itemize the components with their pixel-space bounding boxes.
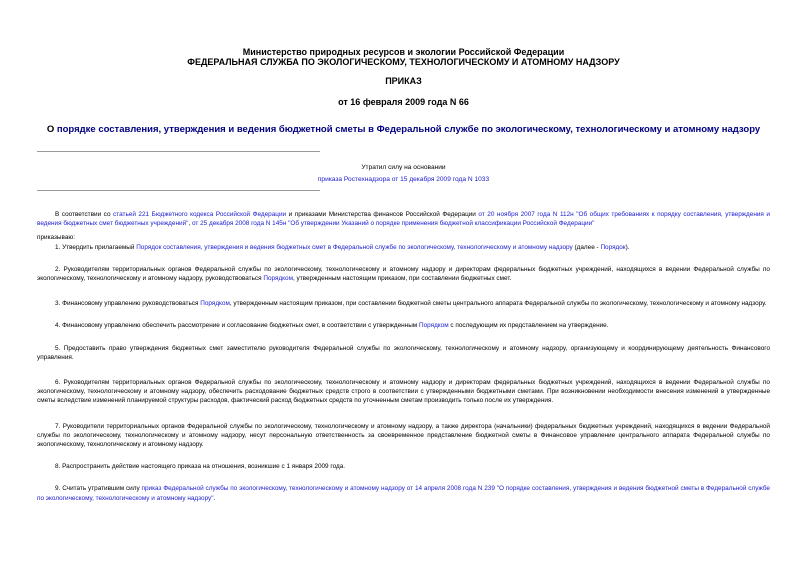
preamble-text-b: и приказами Министерства финансов Российской Федерации <box>286 211 479 218</box>
item-9-annulled-order-link[interactable]: приказ Федеральной службы по экологическому, технологическому и атомному надзору от 14 апреля 2008 года N 239 "О порядке составления, утверждения и ведения бюджетной сметы в Федеральной службе по экологическому, технологическому и атомному надзору" <box>37 485 770 502</box>
item-4 <box>37 321 770 330</box>
ministry-name: Министерство природных ресурсов и экологии Российской Федерации <box>242 47 565 57</box>
annulment-link[interactable]: приказа Ростехнадзора от 15 декабря 2009 года N 1033 <box>317 176 490 183</box>
item-3-procedure-link[interactable]: Порядком <box>200 300 230 308</box>
title-link[interactable]: порядке составления, утверждения и ведения бюджетной сметы в Федеральной службе по экологическому, технологическому и атомному надзору <box>56 124 761 135</box>
item-9-text-b: . <box>213 494 216 502</box>
annulment-divider-bottom <box>37 190 320 191</box>
item-2 <box>37 265 770 283</box>
item-9-text-a: 9. Считать утратившим силу <box>55 485 142 493</box>
item-2-procedure-link[interactable]: Порядком <box>263 275 293 283</box>
service-name: ФЕДЕРАЛЬНАЯ СЛУЖБА ПО ЭКОЛОГИЧЕСКОМУ, ТЕХНОЛОГИЧЕСКОМУ И АТОМНОМУ НАДЗОРУ <box>187 57 620 67</box>
document-title <box>0 124 807 136</box>
item-1-text-a: 1. Утвердить прилагаемый <box>55 243 137 251</box>
item-1-text-c: ). <box>625 243 630 251</box>
item-2-text-b: , утвержденным настоящим приказом, при составлении бюджетных смет. <box>293 275 512 283</box>
preamble-text-c: , <box>188 220 192 228</box>
item-4-procedure-link[interactable]: Порядком <box>418 322 449 330</box>
preamble-paragraph <box>37 210 770 228</box>
item-4-text-a: 4. Финансовому управлению обеспечить рассмотрение и согласование бюджетных смет, в соответствии с утвержденным <box>55 322 419 330</box>
item-4-text-b: с последующим их представлением на утверждение. <box>448 322 609 330</box>
annulment-note: Утратил силу на основании <box>361 164 446 171</box>
item-3-text-b: , утвержденным настоящим приказом, при составлении бюджетной сметы центрального аппарата Федеральной службы по экологическому, технологическому и атомному надзору. <box>229 300 767 308</box>
item-1-procedure-short-link[interactable]: Порядок <box>600 243 626 251</box>
document-type: ПРИКАЗ <box>385 76 422 86</box>
item-8: 8. Распространить действие настоящего приказа на отношения, возникшие с 1 января 2009 года. <box>55 463 346 471</box>
item-5: 5. Предоставить право утверждения бюджетных смет заместителю руководителя Федеральной службы по экологическому, технологическому и атомному надзору, организующему и координирующему деятельность Финансового управления. <box>37 344 770 361</box>
budget-code-link[interactable]: статьей 221 Бюджетного кодекса Российской Федерации <box>113 211 287 218</box>
item-3-text-a: 3. Финансовому управлению руководствоваться <box>55 300 201 308</box>
preamble-text-a: В соответствии со <box>55 211 114 218</box>
order-word: приказываю: <box>37 234 75 242</box>
title-lead: О <box>46 124 57 135</box>
item-1-text-b: (далее - <box>572 243 601 251</box>
document-body <box>37 210 770 503</box>
item-9 <box>37 484 770 502</box>
minfin-order-145n-link[interactable]: от 25 декабря 2008 года N 145н "Об утверждении Указаний о порядке применения бюджетной классификации Российской Федерации" <box>191 220 595 228</box>
item-2-text-a: 2. Руководителям территориальных органов Федеральной службы по экологическому, технологическому и атомному надзору и директорам федеральных бюджетных учреждений, находящихся в ведении Федеральной службы по экологическому, технологическому и атомному надзору, руководствоваться <box>37 265 770 283</box>
annulment-divider-top <box>37 151 320 152</box>
item-7: 7. Руководители территориальных органов Федеральной службы по экологическому, технологическому и атомному надзору, а также директора (начальники) федеральных бюджетных учреждений, находящихся в ведении Федеральной службы по экологическому, технологическому и атомному надзору, несут персональную ответственность за своевременное представление бюджетной сметы в Финансовое управление центрального аппарата Федеральной службы по экологическому, технологическому и атомному надзору. <box>37 422 770 449</box>
item-6: 6. Руководителям территориальных органов Федеральной службы по экологическому, технологическому и атомному надзору и директорам федеральных бюджетных учреждений, находящихся в ведении Федеральной службы по экологическому, технологическому и атомному надзору, обеспечить расходование бюджетных средств строго в соответствии с утвержденными бюджетными сметами. При возникновении необходимости внесения изменений в утвержденные сметы вследствие изменений планируемой структуры расходов, фактический расход бюджетных средств по уточненным сметам производить только после их утверждения. <box>37 379 770 405</box>
item-1-procedure-link[interactable]: Порядок составления, утверждения и ведения бюджетных смет в Федеральной службе по экологическому, технологическому и атомному надзору <box>136 243 573 251</box>
document-date-number: от 16 февраля 2009 года N 66 <box>338 97 469 107</box>
minfin-order-112n-link[interactable]: от 20 ноября 2007 года N 112н "Об общих требованиях к порядку составления, утверждения и ведения бюджетных смет бюджетных учреждений" <box>37 211 770 228</box>
item-1 <box>37 243 770 252</box>
item-3 <box>37 299 770 308</box>
